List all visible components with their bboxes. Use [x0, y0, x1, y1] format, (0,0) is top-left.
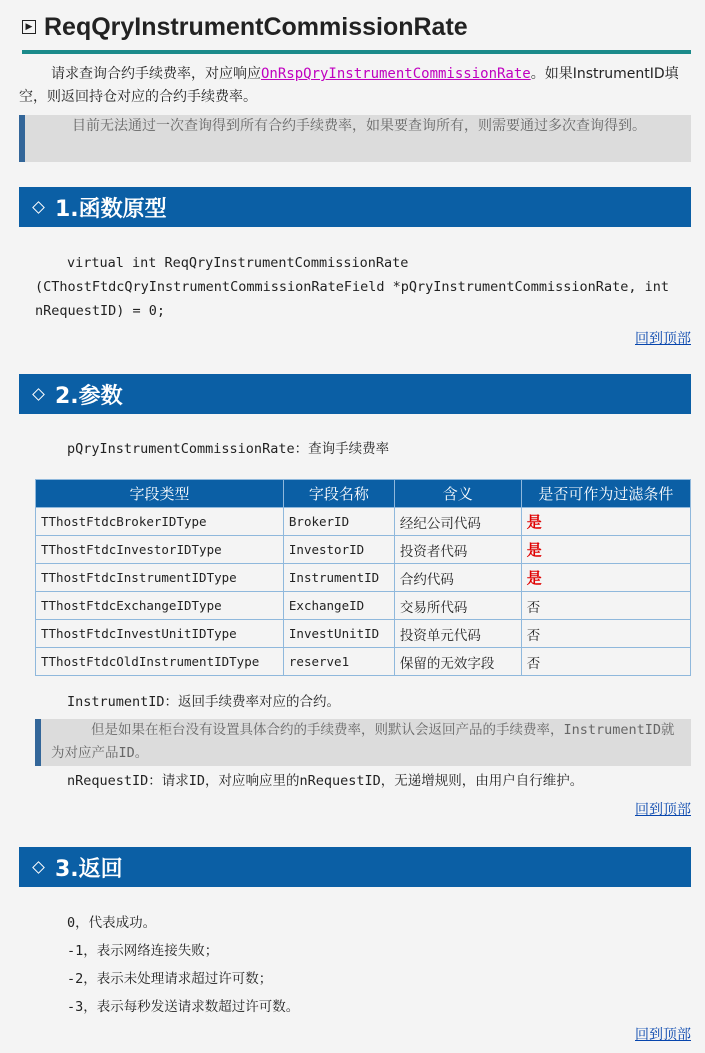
note-callout-1: 目前无法通过一次查询得到所有合约手续费率，如果要查询所有，则需要通过多次查询得到。 [19, 115, 691, 162]
cell-type: TThostFtdcInstrumentIDType [36, 564, 284, 592]
diamond-icon [32, 201, 45, 214]
cell-field: reserve1 [283, 648, 394, 676]
cell-type: TThostFtdcOldInstrumentIDType [36, 648, 284, 676]
list-item: -1，表示网络连接失败； [67, 943, 219, 959]
column-header: 字段类型 [36, 480, 284, 508]
table-row [36, 648, 691, 676]
cell-meaning: 交易所代码 [394, 592, 521, 620]
section-title: 2.参数 [55, 383, 123, 409]
prototype-line: nRequestID) = 0; [35, 303, 166, 319]
intro-suffix: 。如果InstrumentID填空，则返回持仓对应的合约手续费率。 [19, 66, 679, 105]
section-header-returns [19, 847, 691, 887]
list-item: 0，代表成功。 [67, 915, 157, 931]
table-row [36, 508, 691, 536]
intro-paragraph [19, 63, 691, 109]
return-values-list [67, 909, 691, 1021]
cell-filter: 是 [521, 564, 690, 592]
section-title: 1.函数原型 [55, 196, 167, 222]
column-header: 含义 [394, 480, 521, 508]
cell-filter: 否 [521, 620, 690, 648]
request-id-note: nRequestID：请求ID，对应响应里的nRequestID，无递增规则，由用户自行维护。 [67, 773, 584, 789]
params-table [35, 479, 691, 676]
cell-type: TThostFtdcInvestorIDType [36, 536, 284, 564]
cell-filter: 否 [521, 592, 690, 620]
table-header-row [36, 480, 691, 508]
cell-meaning: 投资者代码 [394, 536, 521, 564]
diamond-icon [32, 388, 45, 401]
cell-type: TThostFtdcInvestUnitIDType [36, 620, 284, 648]
page-title-bar [22, 4, 691, 54]
section-title: 3.返回 [55, 856, 123, 882]
list-item: -3，表示每秒发送请求数超过许可数。 [67, 999, 300, 1015]
section-header-params [19, 374, 691, 414]
cell-meaning: 投资单元代码 [394, 620, 521, 648]
table-row [36, 592, 691, 620]
cell-field: InvestorID [283, 536, 394, 564]
prototype-line: virtual int ReqQryInstrumentCommissionRate [67, 255, 409, 271]
cell-meaning: 保留的无效字段 [394, 648, 521, 676]
column-header: 是否可作为过滤条件 [521, 480, 690, 508]
table-row [36, 536, 691, 564]
cell-filter: 是 [521, 536, 690, 564]
back-to-top-link[interactable]: 回到顶部 [635, 331, 691, 347]
onrsp-link[interactable]: OnRspQryInstrumentCommissionRate [261, 66, 531, 82]
table-row [36, 620, 691, 648]
prototype-line: (CThostFtdcQryInstrumentCommissionRateField *pQryInstrumentCommissionRate, int [35, 279, 669, 295]
back-to-top-link[interactable]: 回到顶部 [635, 802, 691, 818]
param-intro: pQryInstrumentCommissionRate：查询手续费率 [67, 441, 390, 457]
cell-type: TThostFtdcBrokerIDType [36, 508, 284, 536]
cell-field: InvestUnitID [283, 620, 394, 648]
column-header: 字段名称 [283, 480, 394, 508]
back-to-top-link[interactable]: 回到顶部 [635, 1027, 691, 1043]
collapse-triangle-icon[interactable]: ▶ [22, 20, 36, 34]
note-callout-2: 但是如果在柜台没有设置具体合约的手续费率，则默认会返回产品的手续费率，InstrumentID就为对应产品ID。 [35, 719, 691, 766]
diamond-icon [32, 861, 45, 874]
cell-type: TThostFtdcExchangeIDType [36, 592, 284, 620]
section-header-prototype [19, 187, 691, 227]
cell-meaning: 经纪公司代码 [394, 508, 521, 536]
cell-field: BrokerID [283, 508, 394, 536]
intro-prefix: 请求查询合约手续费率，对应响应 [51, 66, 261, 82]
page-title: ReqQryInstrumentCommissionRate [44, 12, 468, 41]
instrument-id-note: InstrumentID：返回手续费率对应的合约。 [67, 694, 341, 710]
cell-filter: 是 [521, 508, 690, 536]
list-item: -2，表示未处理请求超过许可数； [67, 971, 273, 987]
cell-filter: 否 [521, 648, 690, 676]
cell-field: ExchangeID [283, 592, 394, 620]
function-prototype [35, 251, 691, 323]
cell-meaning: 合约代码 [394, 564, 521, 592]
table-row [36, 564, 691, 592]
cell-field: InstrumentID [283, 564, 394, 592]
